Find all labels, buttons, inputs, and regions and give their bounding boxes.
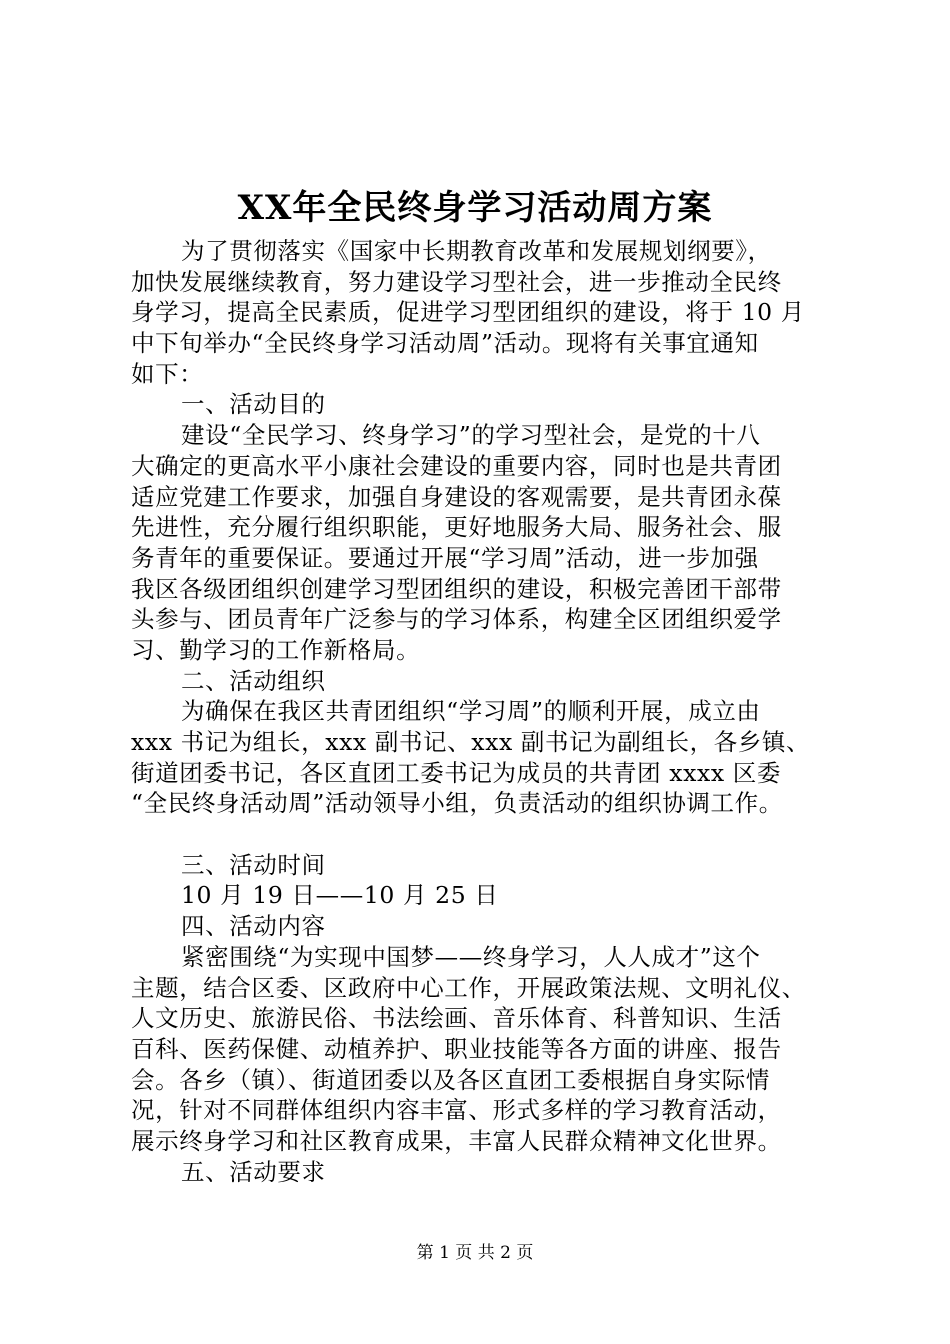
paragraph-line: 大确定的更高水平小康社会建设的重要内容，同时也是共青团 [131,451,782,480]
paragraph-line: 一、活动目的 [181,390,326,419]
paragraph-line: “全民终身活动周”活动领导小组，负责活动的组织协调工作。 [131,789,783,818]
paragraph-line: 会。各乡（镇）、街道团委以及各区直团工委根据自身实际情 [131,1065,770,1094]
paragraph-line: 先进性，充分履行组织职能，更好地服务大局、服务社会、服 [131,513,782,542]
paragraph-line: 加快发展继续教育，努力建设学习型社会，进一步推动全民终 [131,267,782,296]
paragraph-line: xxx 书记为组长，xxx 副书记、xxx 副书记为副组长，各乡镇、 [131,728,811,756]
paragraph-line: 五、活动要求 [181,1157,326,1186]
page-footer: 第 1 页 共 2 页 [416,1243,534,1263]
document-title: XX年全民终身学习活动周方案 [237,188,713,228]
paragraph-line: 为了贯彻落实《国家中长期教育改革和发展规划纲要》， [181,237,772,265]
paragraph-line: 如下： [131,359,204,388]
paragraph-line: 习、勤学习的工作新格局。 [131,635,421,664]
paragraph-line: 10 月 19 日——10 月 25 日 [181,881,499,910]
paragraph-line: 人文历史、旅游民俗、书法绘画、音乐体育、科普知识、生活 [131,1004,782,1033]
document-body [131,236,831,1187]
paragraph-line: 主题，结合区委、区政府中心工作，开展政策法规、文明礼仪、 [131,973,806,1002]
paragraph-line: 三、活动时间 [181,850,326,879]
paragraph-line: 紧密围绕“为实现中国梦——终身学习，人人成才”这个 [181,942,761,971]
paragraph-line: 建设“全民学习、终身学习”的学习型社会，是党的十八 [181,421,761,450]
paragraph-line: 展示终身学习和社区教育成果，丰富人民群众精神文化世界。 [131,1126,782,1155]
paragraph-line: 务青年的重要保证。要通过开展“学习周”活动，进一步加强 [131,543,759,572]
paragraph-line: 身学习，提高全民素质，促进学习型团组织的建设，将于 10 月 [131,298,805,327]
paragraph-line: 街道团委书记，各区直团工委书记为成员的共青团 xxxx 区委 [131,758,781,787]
paragraph-line: 头参与、团员青年广泛参与的学习体系，构建全区团组织爱学 [131,605,782,634]
paragraph-line: 况，针对不同群体组织内容丰富、形式多样的学习教育活动， [131,1096,782,1125]
paragraph-line: 四、活动内容 [181,912,326,941]
paragraph-line: 中下旬举办“全民终身学习活动周”活动。现将有关事宜通知 [131,329,759,358]
paragraph-line: 二、活动组织 [181,666,326,695]
paragraph-line: 适应党建工作要求，加强自身建设的客观需要，是共青团永葆 [131,482,782,511]
paragraph-line: 为确保在我区共青团组织“学习周”的顺利开展，成立由 [181,697,761,726]
paragraph-line: 百科、医药保健、动植养护、职业技能等各方面的讲座、报告 [131,1034,782,1063]
paragraph-line [131,819,831,850]
paragraph-line: 我区各级团组织创建学习型团组织的建设，积极完善团干部带 [131,574,782,603]
